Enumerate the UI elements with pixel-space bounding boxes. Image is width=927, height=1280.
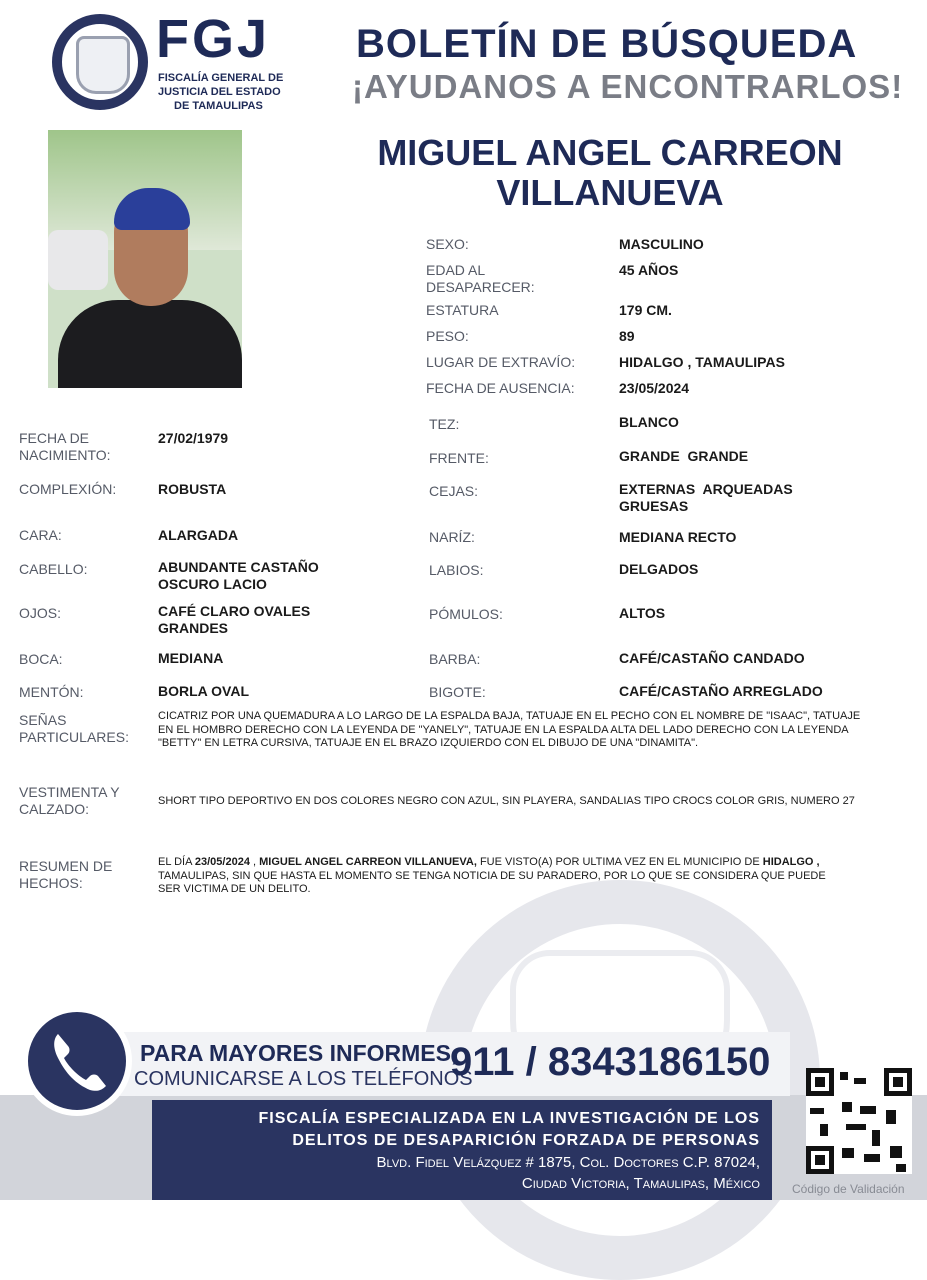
pomulos-label: PÓMULOS:	[429, 606, 503, 622]
tez-value: BLANCO	[619, 414, 679, 430]
bigote-label: BIGOTE:	[429, 684, 486, 700]
nacimiento-label: FECHA DE NACIMIENTO:	[19, 430, 111, 463]
senas-text: CICATRIZ POR UNA QUEMADURA A LO LARGO DE LA ESPALDA BAJA, TATUAJE EN EL PECHO CON EL NOMBRE DE "ISAAC", TATUAJE EN EL HOMBRO DERECHO CON LA LEYENDA DE "YANELY", TATUAJE EN LA ESPALDA ALTA DEL LADO DERECHO CON LA LEYENDA "BETTY" EN LETRA CURSIVA, TATUAJE EN EL BRAZO IZQUIERDO CON EL DIBUJO DE UNA "DINAMITA".	[158, 710, 861, 749]
nariz-label: NARÍZ:	[429, 529, 475, 545]
labios-value: DELGADOS	[619, 561, 699, 577]
person-photo	[48, 130, 242, 388]
contact-phones[interactable]: 911 / 8343186150	[450, 1040, 771, 1084]
frente-label: FRENTE:	[429, 450, 489, 466]
person-name-line-1: MIGUEL ANGEL CARREON	[377, 132, 843, 173]
resumen-place: HIDALGO ,	[762, 856, 820, 868]
senas-label: SEÑAS PARTICULARES:	[19, 712, 129, 745]
bulletin-subtitle: ¡AYUDANOS A ENCONTRARLOS!	[352, 68, 904, 105]
estatura-label: ESTATURA	[426, 302, 499, 318]
frente-value: GRANDE GRANDE	[619, 448, 749, 464]
logo-abbr: FGJ	[156, 9, 271, 69]
person-photo-icon	[58, 300, 242, 388]
lugar-value: HIDALGO , TAMAULIPAS	[619, 354, 785, 370]
cejas-value: EXTERNAS ARQUEADAS GRUESAS	[619, 481, 797, 514]
tez-label: TEZ:	[429, 416, 460, 432]
footer-line-4: Ciudad Victoria, Tamaulipas, México	[521, 1175, 760, 1192]
complexion-label: COMPLEXIÓN:	[19, 481, 117, 497]
ojos-label: OJOS:	[19, 605, 62, 621]
ojos-value: CAFÉ CLARO OVALES GRANDES	[158, 603, 311, 636]
barba-value: CAFÉ/CASTAÑO CANDADO	[619, 650, 805, 666]
cara-label: CARA:	[19, 527, 62, 543]
sexo-value: MASCULINO	[619, 236, 704, 252]
pomulos-value: ALTOS	[619, 605, 666, 621]
edad-label: EDAD AL DESAPARECER:	[426, 262, 535, 295]
logo-line-3: DE TAMAULIPAS	[174, 100, 263, 112]
contact-line-2: COMUNICARSE A LOS TELÉFONOS	[134, 1068, 473, 1090]
labios-label: LABIOS:	[429, 562, 484, 578]
resumen-label: RESUMEN DE HECHOS:	[19, 858, 113, 891]
menton-value: BORLA OVAL	[158, 683, 249, 699]
resumen-date: 23/05/2024	[194, 856, 250, 868]
qr-caption: Código de Validación	[792, 1182, 905, 1196]
bigote-value: CAFÉ/CASTAÑO ARREGLADO	[619, 683, 823, 699]
footer-line-1: FISCALÍA ESPECIALIZADA EN LA INVESTIGACIÓN DE LOS	[258, 1110, 760, 1127]
fecha-ausencia-value: 23/05/2024	[619, 380, 690, 396]
sexo-label: SEXO:	[426, 236, 469, 252]
contact-line-1: PARA MAYORES INFORMES,	[140, 1040, 458, 1066]
logo-seal-icon	[52, 14, 148, 110]
nariz-value: MEDIANA RECTO	[619, 529, 737, 545]
cabello-value: ABUNDANTE CASTAÑO OSCURO LACIO	[158, 559, 319, 592]
cejas-label: CEJAS:	[429, 483, 479, 499]
vestimenta-label: VESTIMENTA Y CALZADO:	[19, 784, 120, 817]
fgj-logo	[52, 9, 302, 114]
vestimenta-text: SHORT TIPO DEPORTIVO EN DOS COLORES NEGRO CON AZUL, SIN PLAYERA, SANDALIAS TIPO CROCS COLOR GRIS, NUMERO 27	[158, 795, 855, 807]
logo-line-1: FISCALÍA GENERAL DE	[158, 72, 284, 84]
person-name-line-2: VILLANUEVA	[496, 172, 724, 213]
lugar-label: LUGAR DE EXTRAVÍO:	[426, 354, 576, 370]
estatura-value: 179 CM.	[619, 302, 672, 318]
footer-line-3: Blvd. Fidel Velázquez # 1875, Col. Doctores C.P. 87024,	[376, 1154, 760, 1171]
boca-value: MEDIANA	[158, 650, 224, 666]
footer-line-2: DELITOS DE DESAPARICIÓN FORZADA DE PERSONAS	[292, 1132, 760, 1149]
menton-label: MENTÓN:	[19, 684, 84, 700]
bulletin-title: BOLETÍN DE BÚSQUEDA	[356, 22, 858, 66]
edad-value: 45 AÑOS	[619, 262, 679, 278]
cara-value: ALARGADA	[158, 527, 239, 543]
cabello-label: CABELLO:	[19, 561, 88, 577]
resumen-text: EL DÍA 23/05/2024 , MIGUEL ANGEL CARREON VILLANUEVA, FUE VISTO(A) POR ULTIMA VEZ EN EL MUNICIPIO DE HIDALGO , TAMAULIPAS, SIN QUE HASTA EL MOMENTO SE TENGA NOTICIA DE SU PARADERO, POR LO QUE SE CONSIDERA QUE PUEDE SER VICTIMA DE UN DELITO.	[158, 856, 826, 895]
barba-label: BARBA:	[429, 651, 481, 667]
resumen-name: MIGUEL ANGEL CARREON VILLANUEVA,	[259, 856, 477, 868]
logo-line-2: JUSTICIA DEL ESTADO	[158, 86, 281, 98]
peso-value: 89	[619, 328, 635, 344]
peso-label: PESO:	[426, 328, 469, 344]
boca-label: BOCA:	[19, 651, 63, 667]
fecha-ausencia-label: FECHA DE AUSENCIA:	[426, 380, 575, 396]
qr-code[interactable]	[806, 1068, 912, 1174]
phone-icon	[22, 1006, 132, 1116]
nacimiento-value: 27/02/1979	[158, 430, 229, 446]
complexion-value: ROBUSTA	[158, 481, 227, 497]
